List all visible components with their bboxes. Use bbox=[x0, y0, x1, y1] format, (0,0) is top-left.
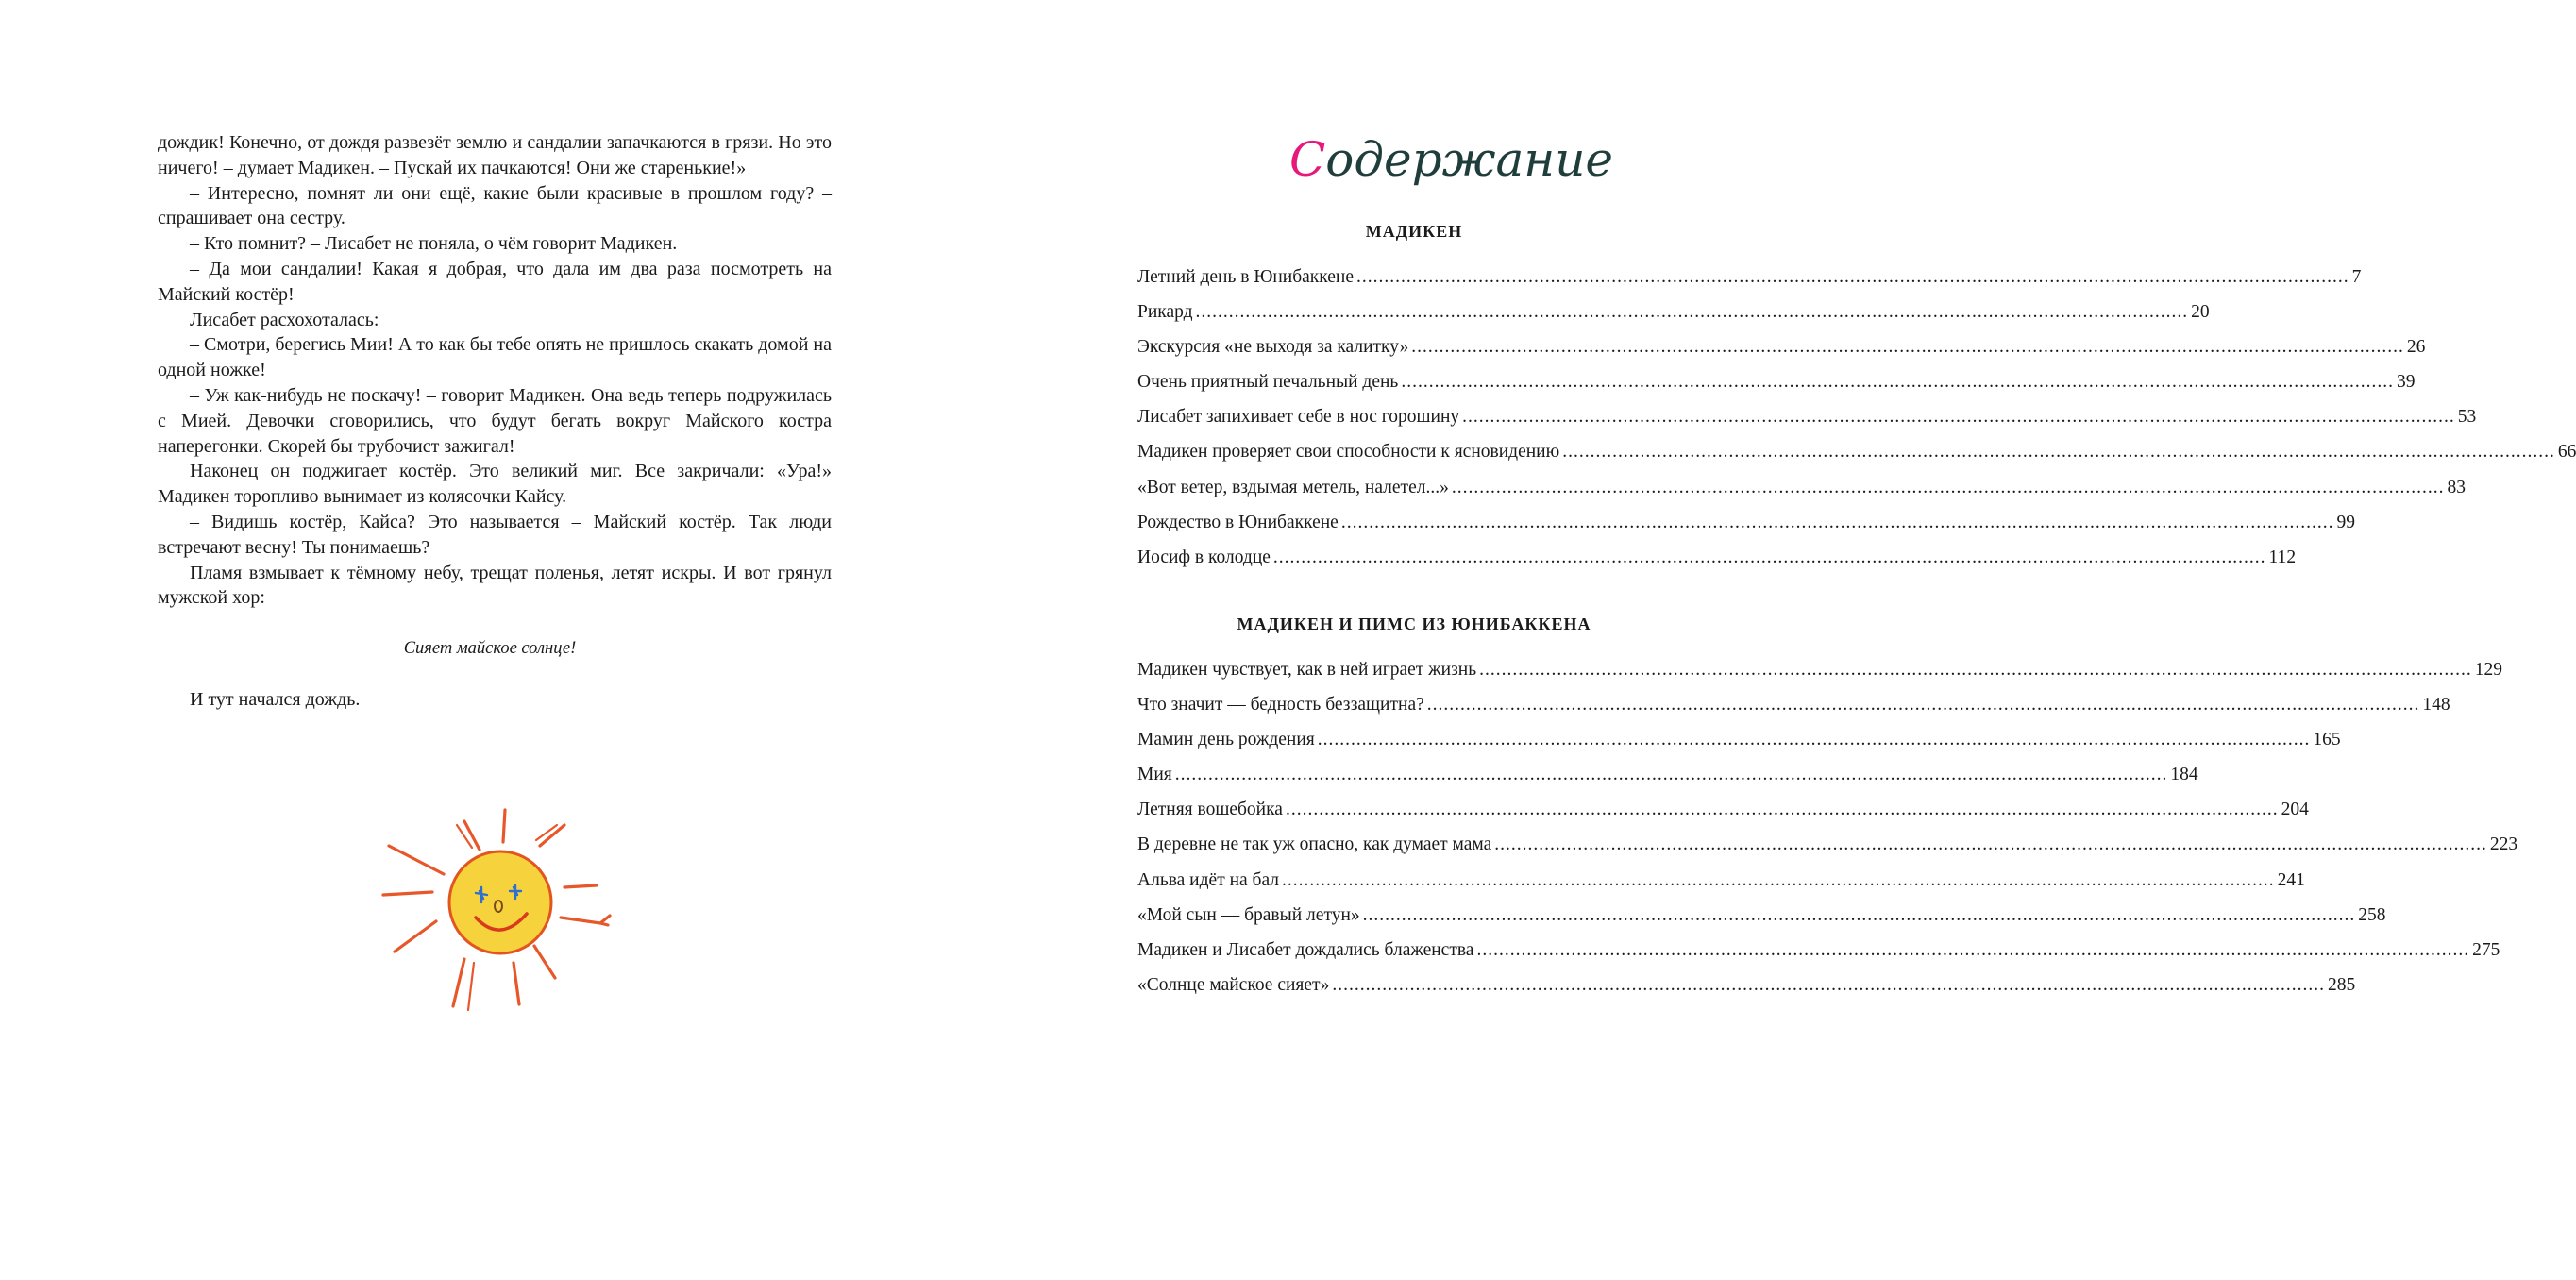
toc-entry-page: 204 bbox=[2281, 800, 2309, 820]
toc-leader-dots bbox=[1462, 405, 2455, 429]
left-page bbox=[0, 0, 944, 1280]
toc-entry[interactable] bbox=[1137, 335, 2426, 370]
paragraph: Лисабет расхохоталась: bbox=[190, 309, 379, 330]
toc-entry-page: 83 bbox=[2447, 477, 2466, 497]
toc-entry-page: 275 bbox=[2472, 939, 2500, 960]
toc-entry-title: «Солнце майское сияет» bbox=[1137, 974, 1330, 995]
toc-entry-title: Рикард bbox=[1137, 302, 1193, 323]
toc-entry-title: Мадикен проверяет свои способности к ясновидению bbox=[1137, 442, 1560, 463]
toc-entry[interactable] bbox=[1137, 938, 2500, 973]
toc-entry[interactable] bbox=[1137, 728, 2341, 763]
toc-entry[interactable] bbox=[1137, 511, 2355, 546]
toc-entry-page: 285 bbox=[2327, 974, 2356, 995]
toc-leader-dots bbox=[1363, 903, 2356, 928]
toc-entry-page: 20 bbox=[2191, 302, 2210, 323]
sun-drawing bbox=[378, 800, 623, 1018]
paragraph: Пламя взмывает к тёмному небу, трещат поленья, летят искры. И вот грянул мужской хор: bbox=[158, 562, 832, 609]
toc-leader-dots bbox=[1411, 335, 2404, 360]
toc-leader-dots bbox=[1401, 370, 2394, 395]
toc-entry[interactable] bbox=[1137, 973, 2356, 1008]
toc-entry[interactable] bbox=[1137, 763, 2198, 798]
toc-entry-page: 112 bbox=[2268, 547, 2297, 567]
paragraph: – Уж как-нибудь не поскачу! – говорит Мадикен. Она ведь теперь подружилась с Мией. Девочки сговорились, что будут бегать вокруг Майского костра наперегонки. Скорей бы трубочист зажигал! bbox=[158, 384, 832, 457]
toc-entry-page: 66 bbox=[2557, 442, 2576, 463]
toc-entry-page: 148 bbox=[2422, 695, 2450, 716]
toc-entry-page: 241 bbox=[2277, 869, 2305, 890]
toc-entry-page: 129 bbox=[2474, 660, 2502, 680]
toc-leader-dots bbox=[1175, 763, 2168, 787]
toc-leader-dots bbox=[1318, 728, 2311, 752]
toc-title-text bbox=[1289, 132, 1613, 187]
toc-entry-title: Мия bbox=[1137, 765, 1172, 785]
toc-entry-page: 39 bbox=[2396, 372, 2416, 393]
toc-entry-page: 258 bbox=[2358, 904, 2386, 925]
toc-section-madiken bbox=[1137, 219, 2576, 581]
paragraph: Наконец он поджигает костёр. Это великий миг. Все закричали: «Ура!» Мадикен торопливо вынимает из колясочки Кайсу. bbox=[158, 461, 832, 508]
toc-entry-page: 53 bbox=[2457, 407, 2477, 428]
toc-entry-title: В деревне не так уж опасно, как думает мама bbox=[1137, 834, 1492, 855]
toc-entry-title: «Мой сын — бравый летун» bbox=[1137, 904, 1360, 925]
toc-entry[interactable] bbox=[1137, 693, 2450, 728]
toc-entry-title: Очень приятный печальный день bbox=[1137, 372, 1399, 393]
toc-leader-dots bbox=[1476, 938, 2469, 963]
paragraph: – Видишь костёр, Кайса? Это называется – Майский костёр. Так люди встречают весну! Ты понимаешь? bbox=[158, 511, 832, 558]
toc-entry-title: Мамин день рождения bbox=[1137, 730, 1315, 750]
toc-entry[interactable] bbox=[1137, 300, 2210, 335]
toc-section-heading: МАДИКЕН bbox=[1365, 222, 1463, 241]
toc-entry[interactable] bbox=[1137, 440, 2576, 475]
toc-leader-dots bbox=[1479, 658, 2472, 682]
toc-title bbox=[1284, 117, 1614, 196]
toc-entry[interactable] bbox=[1137, 265, 2362, 300]
toc-leader-dots bbox=[1196, 300, 2189, 325]
toc-entry-title: Мадикен и Лисабет дождались блаженства bbox=[1137, 939, 1474, 960]
toc-entry[interactable] bbox=[1137, 903, 2386, 938]
toc-entry-title: Летний день в Юнибаккене bbox=[1137, 267, 1355, 287]
toc-entry[interactable] bbox=[1137, 658, 2502, 693]
toc-entry-title: Что значит — бедность беззащитна? bbox=[1137, 695, 1424, 716]
toc-leader-dots bbox=[1341, 511, 2334, 535]
toc-entry-title: Иосиф в колодце bbox=[1137, 547, 1271, 567]
toc-entry-page: 223 bbox=[2489, 834, 2518, 855]
toc-entry-title: Лисабет запихивает себе в нос горошину bbox=[1137, 407, 1460, 428]
verse-line: Сияет майское солнце! bbox=[403, 639, 577, 659]
toc-entry-page: 99 bbox=[2336, 512, 2355, 532]
closing-line: И тут начался дождь. bbox=[190, 688, 361, 710]
toc-leader-dots bbox=[1282, 868, 2275, 893]
toc-entry-page: 165 bbox=[2313, 730, 2341, 750]
toc-entry-title: «Вот ветер, вздымая метель, налетел...» bbox=[1137, 477, 1449, 497]
paragraph: – Смотри, берегись Мии! А то как бы тебе опять не пришлось скакать домой на одной ножке! bbox=[158, 334, 832, 381]
toc-entry[interactable] bbox=[1137, 546, 2297, 581]
toc-section-madiken-i-pims bbox=[1137, 612, 2518, 1008]
toc-entry-page: 184 bbox=[2170, 765, 2198, 785]
toc-leader-dots bbox=[1332, 973, 2325, 998]
toc-list bbox=[1137, 658, 2518, 1008]
toc-list bbox=[1137, 265, 2576, 581]
toc-entry[interactable] bbox=[1137, 868, 2305, 903]
toc-entry-page: 7 bbox=[2351, 267, 2362, 287]
toc-leader-dots bbox=[1356, 265, 2349, 290]
toc-entry[interactable] bbox=[1137, 405, 2477, 440]
toc-entry[interactable] bbox=[1137, 833, 2518, 867]
toc-entry-title: Рождество в Юнибаккене bbox=[1137, 512, 1339, 532]
toc-leader-dots bbox=[1427, 693, 2420, 717]
toc-entry[interactable] bbox=[1137, 798, 2309, 833]
toc-leader-dots bbox=[1273, 546, 2266, 570]
toc-title-initial: С bbox=[1289, 132, 1326, 187]
toc-title-rest: одержание bbox=[1325, 132, 1614, 187]
toc-leader-dots bbox=[1562, 440, 2555, 464]
paragraph: – Кто помнит? – Лисабет не поняла, о чём говорит Мадикен. bbox=[190, 233, 678, 255]
toc-leader-dots bbox=[1286, 798, 2279, 822]
paragraph: дождик! Конечно, от дождя развезёт землю и сандалии запачкаются в грязи. Но это ничего! – думает Мадикен. – Пускай их пачкаются! Они же старенькие!» bbox=[158, 132, 832, 178]
toc-entry[interactable] bbox=[1137, 370, 2416, 405]
toc-entry[interactable] bbox=[1137, 476, 2466, 511]
toc-entry-title: Летняя вошебойка bbox=[1137, 800, 1283, 820]
toc-leader-dots bbox=[1452, 476, 2445, 500]
story-text bbox=[158, 130, 832, 713]
toc-entry-title: Мадикен чувствует, как в ней играет жизнь bbox=[1137, 660, 1477, 680]
paragraph: – Интересно, помнят ли они ещё, какие были красивые в прошлом году? – спрашивает она сестру. bbox=[158, 182, 832, 229]
toc-entry-title: Экскурсия «не выходя за калитку» bbox=[1137, 337, 1409, 358]
paragraph: – Да мои сандалии! Какая я добрая, что дала им два раза посмотреть на Майский костёр! bbox=[158, 258, 832, 305]
toc-entry-page: 26 bbox=[2406, 337, 2426, 358]
toc-leader-dots bbox=[1494, 833, 2487, 857]
toc-entry-title: Альва идёт на бал bbox=[1137, 869, 1280, 890]
toc-section-heading: МАДИКЕН И ПИМС ИЗ ЮНИБАККЕНА bbox=[1237, 615, 1591, 633]
